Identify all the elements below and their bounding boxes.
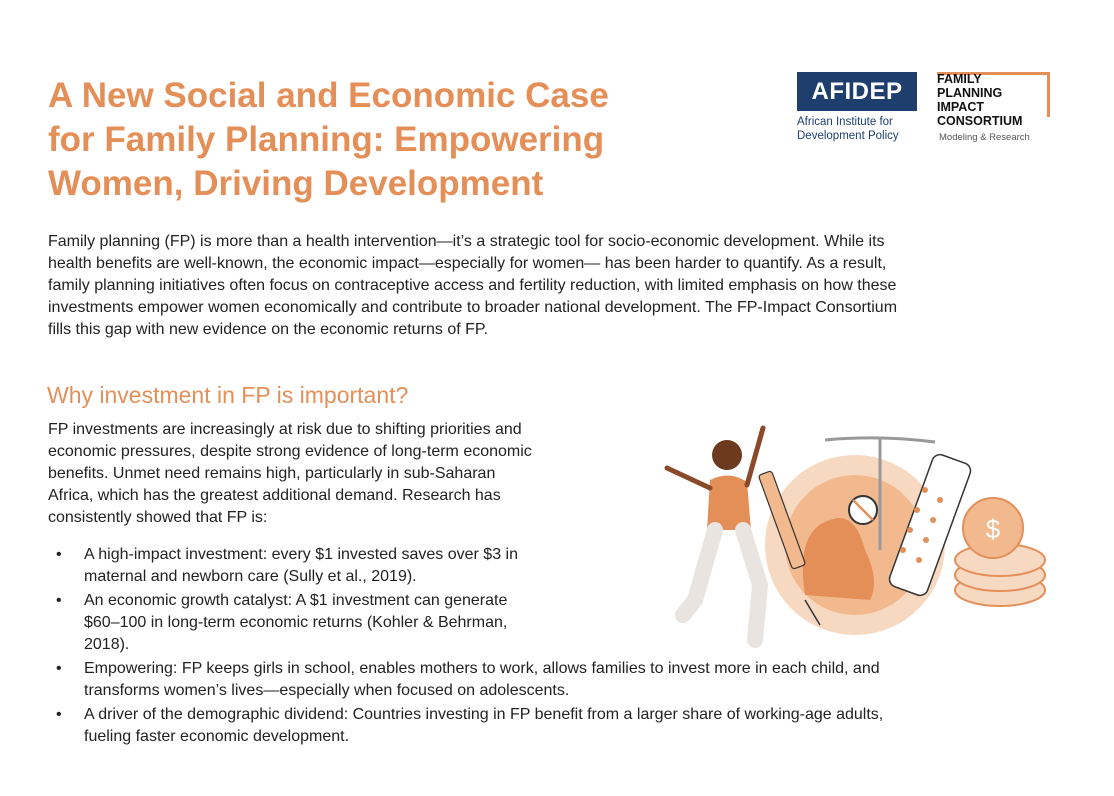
intro-line: Family planning (FP) is more than a health intervention—it’s a strategic tool for socio-economic development. While its (48, 233, 885, 250)
intro-line: health benefits are well-known, the economic impact—especially for women— has been harder to quantify. As a result, (48, 255, 887, 272)
intro-line: family planning initiatives often focus on contraceptive access and fertility reduction, with limited emphasis on how these (48, 277, 897, 294)
title-line: A New Social and Economic Case (48, 76, 609, 115)
section-line: Africa, which has the greatest additional demand. Research has (48, 487, 501, 504)
fpi-name-line: IMPACT (937, 100, 984, 114)
section-line: FP investments are increasingly at risk due to shifting priorities and (48, 421, 522, 438)
section-heading: Why investment in FP is important? (47, 382, 409, 408)
coin-dollar-symbol: $ (985, 514, 1001, 544)
afidep-subtitle-line: African Institute for (797, 116, 893, 128)
title-line: for Family Planning: Empowering (48, 120, 605, 159)
bullet-line: maternal and newborn care (Sully et al., 2019). (84, 568, 417, 585)
bullet-line: $60–100 in long-term economic returns (Kohler & Behrman, (84, 614, 508, 631)
bullet-line: • An economic growth catalyst: A $1 investment can generate (84, 592, 508, 609)
intro-line: investments empower women economically and contribute to broader national development. The FP-Impact Consortium (48, 299, 898, 316)
bullet-line: fueling faster economic development. (84, 728, 350, 745)
woman-figure-icon (667, 428, 763, 640)
afidep-logo (797, 72, 917, 143)
bullet-line: transforms women’s lives—especially when focused on adolescents. (84, 682, 570, 699)
coin-stack-icon (955, 498, 1045, 606)
bullet-line: • Empowering: FP keeps girls in school, enables mothers to work, allows families to invest more in each child, and (84, 660, 880, 677)
fpi-name-line: PLANNING (937, 86, 1003, 100)
section-line: consistently showed that FP is: (48, 509, 268, 526)
intro-paragraph (48, 231, 1048, 341)
bullet-line: 2018). (84, 636, 130, 653)
afidep-subtitle-line: Development Policy (797, 130, 899, 142)
list-item (48, 704, 1058, 748)
title-line: Women, Driving Development (48, 164, 544, 203)
no-sign-icon (849, 496, 877, 524)
section-paragraph (48, 419, 628, 529)
bullet-line: • A high-impact investment: every $1 invested saves over $3 in (84, 546, 518, 563)
afidep-logo-name: AFIDEP (797, 72, 917, 111)
afidep-logo-subtitle (797, 115, 917, 143)
fpi-name-line: FAMILY (937, 72, 982, 86)
fpi-name-line: CONSORTIUM (937, 114, 1023, 128)
fp-impact-logo-name (937, 72, 1022, 128)
bullet-line: • A driver of the demographic dividend: Countries investing in FP benefit from a larger share of working-age adults, (84, 706, 884, 723)
list-item (48, 658, 1058, 702)
fp-impact-logo-tagline: Modeling & Research (939, 132, 1030, 143)
section-line: benefits. Unmet need remains high, particularly in sub-Saharan (48, 465, 496, 482)
section-line: economic pressures, despite strong evidence of long-term economic (48, 443, 532, 460)
page-title (48, 74, 748, 206)
fp-impact-logo (937, 72, 1057, 143)
family-planning-illustration (655, 410, 1055, 650)
intro-line: fills this gap with new evidence on the economic returns of FP. (48, 321, 488, 338)
